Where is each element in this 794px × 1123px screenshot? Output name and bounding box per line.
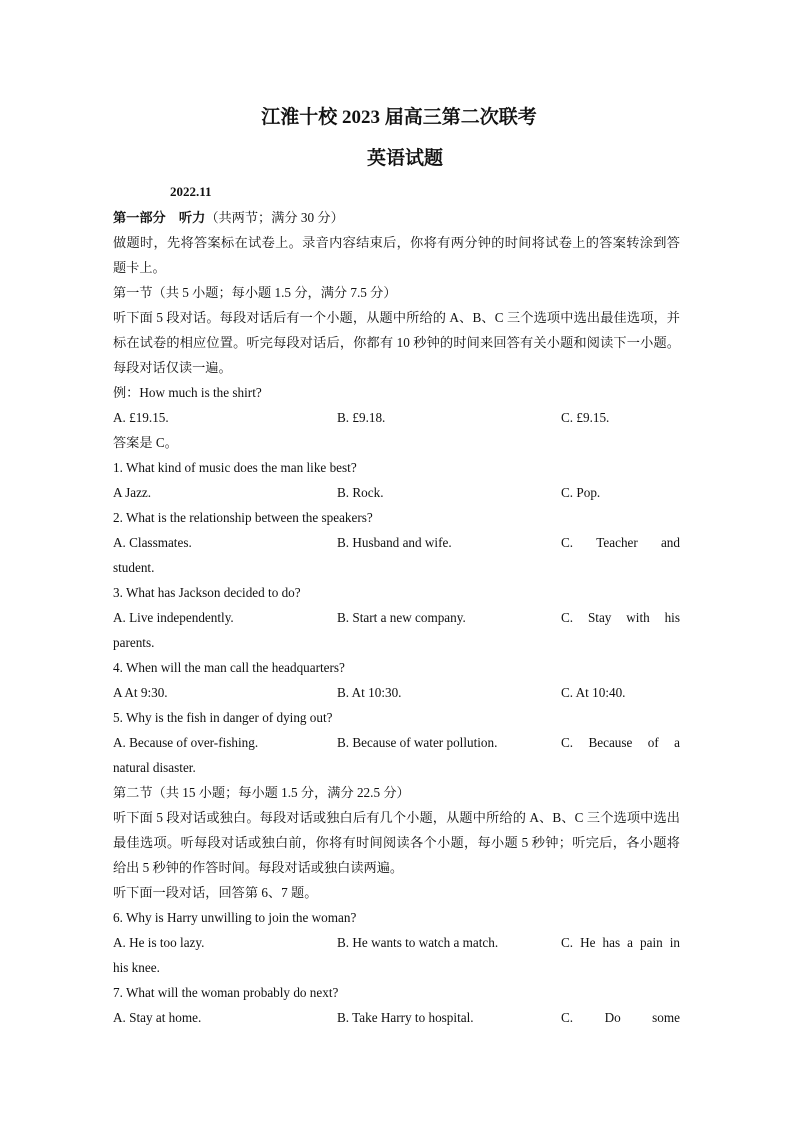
option-a: A. Classmates. bbox=[113, 535, 192, 550]
question-7: 7. What will the woman probably do next? bbox=[113, 985, 339, 1000]
option-a: A Jazz. bbox=[113, 485, 152, 500]
option-c: C. £9.15. bbox=[561, 410, 610, 425]
exam-title: 江淮十校 2023 届高三第二次联考 bbox=[261, 107, 537, 128]
option-c: C. At 10:40. bbox=[561, 685, 626, 700]
part1-heading bbox=[113, 205, 680, 230]
option-b: B. He wants to watch a match. bbox=[337, 935, 499, 950]
example-question: 例：How much is the shirt? bbox=[113, 385, 262, 400]
option-c-word: in bbox=[669, 935, 680, 950]
option-c-word: his bbox=[664, 610, 680, 625]
option-a: A. Because of over-fishing. bbox=[113, 735, 259, 750]
question-1-options bbox=[113, 480, 680, 505]
question-3-options bbox=[113, 605, 680, 655]
question-6-options bbox=[113, 930, 680, 980]
example-answer: 答案是 C。 bbox=[113, 435, 178, 450]
option-c-word: pain bbox=[640, 935, 663, 950]
option-b: B. Because of water pollution. bbox=[337, 735, 498, 750]
question-2-options bbox=[113, 530, 680, 580]
question-5: 5. Why is the fish in danger of dying out? bbox=[113, 710, 333, 725]
option-c-word: a bbox=[674, 735, 680, 750]
option-a: A. £19.15. bbox=[113, 410, 169, 425]
option-c-word: Because bbox=[588, 735, 633, 750]
option-b: B. Start a new company. bbox=[337, 610, 466, 625]
question-6: 6. Why is Harry unwilling to join the woman? bbox=[113, 910, 357, 925]
question-5-options bbox=[113, 730, 680, 780]
option-c-word: a bbox=[627, 935, 633, 950]
option-b: B. Rock. bbox=[337, 485, 384, 500]
option-c-word: C. bbox=[561, 535, 574, 550]
option-c-word: Stay bbox=[587, 610, 612, 625]
section2-heading: 第二节（共 15 小题；每小题 1.5 分，满分 22.5 分） bbox=[113, 785, 410, 800]
option-c-continued: student. bbox=[113, 560, 155, 575]
part1-heading-bold: 第一部分 听力 bbox=[113, 210, 206, 225]
exam-date: 2022.11 bbox=[170, 184, 212, 199]
option-c-word: of bbox=[647, 735, 659, 750]
option-c-word: with bbox=[626, 610, 650, 625]
option-a: A. He is too lazy. bbox=[113, 935, 205, 950]
question-1: 1. What kind of music does the man like best? bbox=[113, 460, 357, 475]
option-c-word: Teacher bbox=[596, 535, 638, 550]
option-c bbox=[561, 605, 680, 630]
option-b: B. At 10:30. bbox=[337, 685, 402, 700]
option-c bbox=[561, 530, 680, 555]
option-c-word: C. bbox=[561, 1010, 574, 1025]
question-7-options bbox=[113, 1005, 680, 1030]
option-a: A. Live independently. bbox=[113, 610, 234, 625]
option-a: A. Stay at home. bbox=[113, 1010, 202, 1025]
option-b: B. Husband and wife. bbox=[337, 535, 452, 550]
option-c-word: and bbox=[660, 535, 680, 550]
part1-intro: 做题时，先将答案标在试卷上。录音内容结束后，你将有两分钟的时间将试卷上的答案转涂到答题卡上。 bbox=[113, 235, 680, 275]
option-b: B. Take Harry to hospital. bbox=[337, 1010, 474, 1025]
option-c bbox=[561, 1005, 680, 1030]
part1-heading-rest: （共两节；满分 30 分） bbox=[205, 210, 344, 225]
option-c-word: some bbox=[652, 1010, 680, 1025]
question-4-options bbox=[113, 680, 680, 705]
question-4: 4. When will the man call the headquarters? bbox=[113, 660, 345, 675]
option-c-continued: his knee. bbox=[113, 960, 160, 975]
option-c bbox=[561, 730, 680, 755]
option-c-word: Do bbox=[604, 1010, 621, 1025]
option-c-word: has bbox=[602, 935, 621, 950]
question-3: 3. What has Jackson decided to do? bbox=[113, 585, 301, 600]
exam-subtitle: 英语试题 bbox=[366, 148, 443, 169]
section2-instructions: 听下面 5 段对话或独白。每段对话或独白后有几个小题，从题中所给的 A、B、C 三个选项中选出最佳选项。听每段对话或独白前，你将有时间阅读各个小题，每小题 5 秒钟；听完后，各小题将给出 5 秒钟的作答时间。每段对话或独白读两遍。 bbox=[113, 810, 680, 875]
section1-heading: 第一节（共 5 小题；每小题 1.5 分，满分 7.5 分） bbox=[113, 285, 397, 300]
option-c: C. Pop. bbox=[561, 485, 601, 500]
question-2: 2. What is the relationship between the speakers? bbox=[113, 510, 373, 525]
option-c-continued: parents. bbox=[113, 635, 155, 650]
option-b: B. £9.18. bbox=[337, 410, 386, 425]
option-a: A At 9:30. bbox=[113, 685, 168, 700]
option-c bbox=[561, 930, 680, 955]
dialog-intro: 听下面一段对话，回答第 6、7 题。 bbox=[113, 885, 318, 900]
option-c-word: C. bbox=[561, 735, 574, 750]
option-c-word: He bbox=[580, 935, 596, 950]
section1-instructions: 听下面 5 段对话。每段对话后有一个小题，从题中所给的 A、B、C 三个选项中选出最佳选项，并标在试卷的相应位置。听完每段对话后，你都有 10 秒钟的时间来回答有关小题和阅读下一小题。每段对话仅读一遍。 bbox=[113, 310, 680, 375]
exam-content bbox=[113, 205, 680, 1030]
option-c-word: C. bbox=[561, 610, 574, 625]
option-c-word: C. bbox=[561, 935, 574, 950]
example-options bbox=[113, 405, 680, 430]
option-c-continued: natural disaster. bbox=[113, 760, 196, 775]
